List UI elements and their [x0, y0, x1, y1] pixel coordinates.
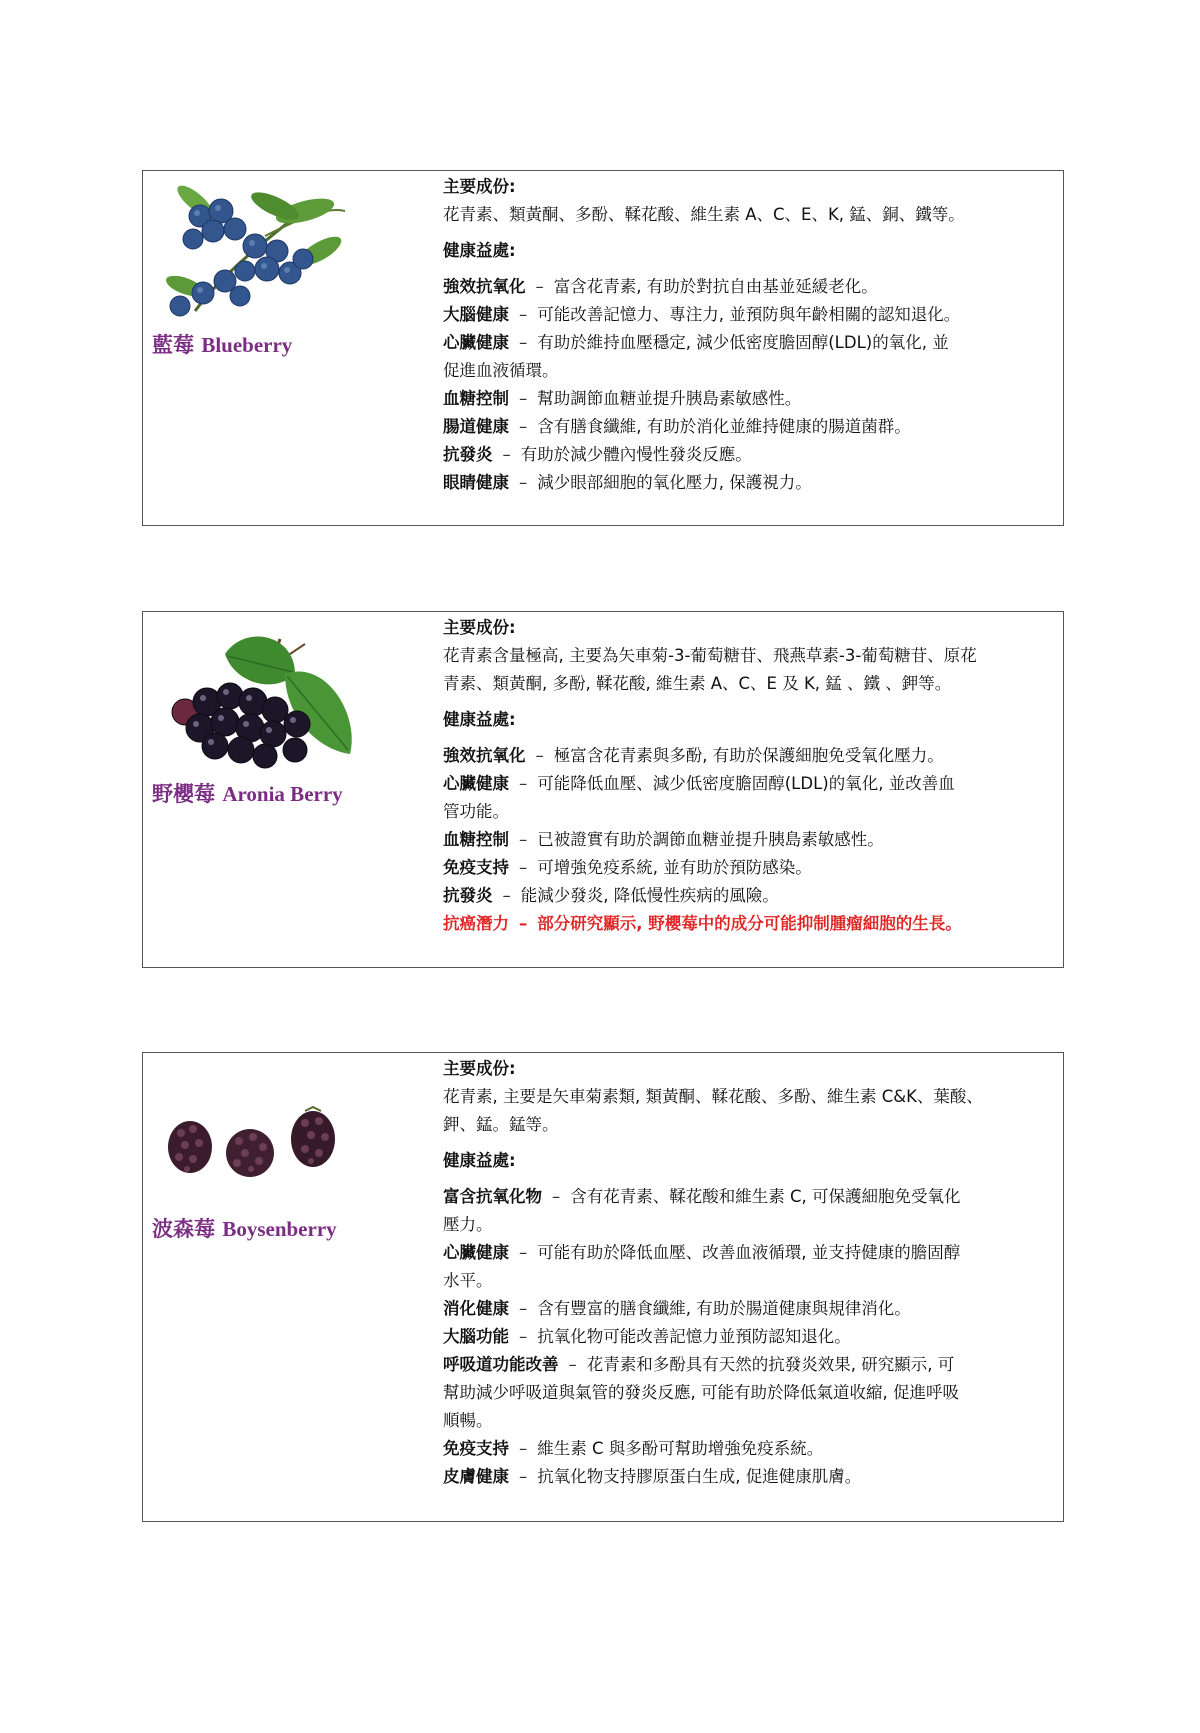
benefit-item: 血糖控制 – 已被證實有助於調節血糖並提升胰島素敏感性。	[443, 830, 884, 849]
benefit-text: 抗氧化物可能改善記憶力並預防認知退化。	[537, 1327, 851, 1346]
benefit-label: 抗發炎	[443, 445, 493, 464]
benefit-item: 心臟健康 – 有助於維持血壓穩定, 減少低密度膽固醇(LDL)的氧化, 並	[443, 333, 949, 352]
benefit-text: 含有膳食纖維, 有助於消化並維持健康的腸道菌群。	[537, 417, 911, 436]
ingredients-line: 青素、類黃酮, 多酚, 鞣花酸, 維生素 A、C、E 及 K, 錳 、鐵 、鉀等。	[443, 674, 952, 693]
benefits-title: 健康益處:	[443, 241, 516, 260]
berry-card-blueberry	[142, 170, 1064, 526]
benefit-item-highlight: 抗癌潛力 – 部分研究顯示, 野櫻莓中的成分可能抑制腫瘤細胞的生長。	[443, 914, 962, 933]
berry-name-en: Blueberry	[201, 333, 293, 357]
berry-name-boysenberry	[152, 1213, 337, 1243]
ingredients-line: 花青素, 主要是矢車菊素類, 類黃酮、鞣花酸、多酚、維生素 C&K、葉酸、	[443, 1087, 983, 1106]
benefit-item: 消化健康 – 含有豐富的膳食纖維, 有助於腸道健康與規律消化。	[443, 1299, 911, 1318]
benefit-label: 心臟健康	[443, 774, 509, 793]
benefit-text: 有助於減少體內慢性發炎反應。	[520, 445, 752, 464]
benefit-label: 血糖控制	[443, 389, 509, 408]
benefit-text: 部分研究顯示, 野櫻莓中的成分可能抑制腫瘤細胞的生長。	[537, 914, 962, 933]
benefit-text: 減少眼部細胞的氧化壓力, 保護視力。	[537, 473, 812, 492]
berry-image-column	[143, 171, 443, 525]
benefit-text: 極富含花青素與多酚, 有助於保護細胞免受氧化壓力。	[553, 746, 944, 765]
benefit-label: 大腦功能	[443, 1327, 509, 1346]
berry-name-en: Boysenberry	[222, 1217, 337, 1241]
benefit-text: 可能有助於降低血壓、改善血液循環, 並支持健康的膽固醇	[537, 1243, 961, 1262]
benefit-text: 能減少發炎, 降低慢性疾病的風險。	[520, 886, 779, 905]
benefit-text-continued: 促進血液循環。	[443, 361, 559, 380]
berry-name-zh: 波森莓	[152, 1216, 215, 1241]
benefit-label: 皮膚健康	[443, 1467, 509, 1486]
benefit-text: 維生素 C 與多酚可幫助增強免疫系統。	[537, 1439, 824, 1458]
ingredients-title: 主要成份:	[443, 1059, 516, 1078]
benefit-text: 可能改善記憶力、專注力, 並預防與年齡相關的認知退化。	[537, 305, 961, 324]
benefit-text: 花青素和多酚具有天然的抗發炎效果, 研究顯示, 可	[586, 1355, 955, 1374]
blueberry-photo	[155, 181, 355, 321]
benefit-item: 心臟健康 – 可能有助於降低血壓、改善血液循環, 並支持健康的膽固醇	[443, 1243, 961, 1262]
benefit-text: 有助於維持血壓穩定, 減少低密度膽固醇(LDL)的氧化, 並	[537, 333, 949, 352]
benefit-item: 大腦健康 – 可能改善記憶力、專注力, 並預防與年齡相關的認知退化。	[443, 305, 961, 324]
benefit-item: 強效抗氧化 – 極富含花青素與多酚, 有助於保護細胞免受氧化壓力。	[443, 746, 944, 765]
ingredients-title: 主要成份:	[443, 177, 516, 196]
benefit-label: 腸道健康	[443, 417, 509, 436]
benefits-title: 健康益處:	[443, 1151, 516, 1170]
ingredients-line: 花青素含量極高, 主要為矢車菊-3-葡萄糖苷、飛燕草素-3-葡萄糖苷、原花	[443, 646, 977, 665]
berry-name-en: Aronia Berry	[222, 782, 343, 806]
benefit-item: 抗發炎 – 有助於減少體內慢性發炎反應。	[443, 445, 752, 464]
benefit-text: 幫助調節血糖並提升胰島素敏感性。	[537, 389, 802, 408]
benefit-text-continued: 幫助減少呼吸道與氣管的發炎反應, 可能有助於降低氣道收縮, 促進呼吸	[443, 1383, 959, 1402]
berry-name-zh: 藍莓	[152, 332, 194, 357]
berry-card-aronia	[142, 611, 1064, 968]
benefit-label: 強效抗氧化	[443, 277, 526, 296]
berry-card-boysenberry	[142, 1052, 1064, 1522]
benefit-item: 心臟健康 – 可能降低血壓、減少低密度膽固醇(LDL)的氧化, 並改善血	[443, 774, 955, 793]
aronia-berry-photo	[155, 624, 365, 774]
ingredients-line: 花青素、類黃酮、多酚、鞣花酸、維生素 A、C、E、K, 錳、銅、鐵等。	[443, 205, 965, 224]
ingredients-title: 主要成份:	[443, 618, 516, 637]
benefit-label: 呼吸道功能改善	[443, 1355, 559, 1374]
benefit-text: 含有豐富的膳食纖維, 有助於腸道健康與規律消化。	[537, 1299, 911, 1318]
benefit-item: 強效抗氧化 – 富含花青素, 有助於對抗自由基並延緩老化。	[443, 277, 878, 296]
benefit-text: 富含花青素, 有助於對抗自由基並延緩老化。	[553, 277, 878, 296]
benefit-label: 消化健康	[443, 1299, 509, 1318]
benefit-label: 大腦健康	[443, 305, 509, 324]
benefit-text-continued: 水平。	[443, 1271, 493, 1290]
benefit-text-continued: 管功能。	[443, 802, 509, 821]
berry-name-zh: 野櫻莓	[152, 781, 215, 806]
benefit-item: 眼睛健康 – 減少眼部細胞的氧化壓力, 保護視力。	[443, 473, 812, 492]
benefit-item: 免疫支持 – 維生素 C 與多酚可幫助增強免疫系統。	[443, 1439, 824, 1458]
benefit-item: 皮膚健康 – 抗氧化物支持膠原蛋白生成, 促進健康肌膚。	[443, 1467, 862, 1486]
benefit-item: 抗發炎 – 能減少發炎, 降低慢性疾病的風險。	[443, 886, 779, 905]
benefit-item: 富含抗氧化物 – 含有花青素、鞣花酸和維生素 C, 可保護細胞免受氧化	[443, 1187, 961, 1206]
boysenberry-photo	[155, 1095, 355, 1185]
berry-details	[443, 614, 1055, 938]
benefit-item: 腸道健康 – 含有膳食纖維, 有助於消化並維持健康的腸道菌群。	[443, 417, 911, 436]
benefit-label: 強效抗氧化	[443, 746, 526, 765]
benefit-label: 心臟健康	[443, 333, 509, 352]
benefit-label: 血糖控制	[443, 830, 509, 849]
benefit-text: 可能降低血壓、減少低密度膽固醇(LDL)的氧化, 並改善血	[537, 774, 955, 793]
benefit-label: 富含抗氧化物	[443, 1187, 542, 1206]
berry-image-column	[143, 612, 443, 967]
benefit-label: 免疫支持	[443, 858, 509, 877]
benefit-text-continued: 壓力。	[443, 1215, 493, 1234]
berry-name-blueberry	[152, 329, 292, 359]
berry-details	[443, 1055, 1055, 1491]
berry-details	[443, 173, 1043, 497]
benefit-label: 免疫支持	[443, 1439, 509, 1458]
benefit-text: 已被證實有助於調節血糖並提升胰島素敏感性。	[537, 830, 884, 849]
benefit-label: 抗發炎	[443, 886, 493, 905]
benefits-title: 健康益處:	[443, 710, 516, 729]
benefit-item: 大腦功能 – 抗氧化物可能改善記憶力並預防認知退化。	[443, 1327, 851, 1346]
benefit-text: 含有花青素、鞣花酸和維生素 C, 可保護細胞免受氧化	[570, 1187, 961, 1206]
benefit-label: 抗癌潛力	[443, 914, 509, 933]
benefit-item: 血糖控制 – 幫助調節血糖並提升胰島素敏感性。	[443, 389, 802, 408]
benefit-item: 呼吸道功能改善 – 花青素和多酚具有天然的抗發炎效果, 研究顯示, 可	[443, 1355, 955, 1374]
benefit-text-continued: 順暢。	[443, 1411, 493, 1430]
benefit-text: 抗氧化物支持膠原蛋白生成, 促進健康肌膚。	[537, 1467, 862, 1486]
benefit-item: 免疫支持 – 可增強免疫系統, 並有助於預防感染。	[443, 858, 812, 877]
berry-image-column	[143, 1053, 443, 1521]
benefit-label: 心臟健康	[443, 1243, 509, 1262]
benefit-text: 可增強免疫系統, 並有助於預防感染。	[537, 858, 812, 877]
berry-name-aronia	[152, 778, 343, 808]
benefit-label: 眼睛健康	[443, 473, 509, 492]
ingredients-line: 鉀、錳。錳等。	[443, 1115, 559, 1134]
